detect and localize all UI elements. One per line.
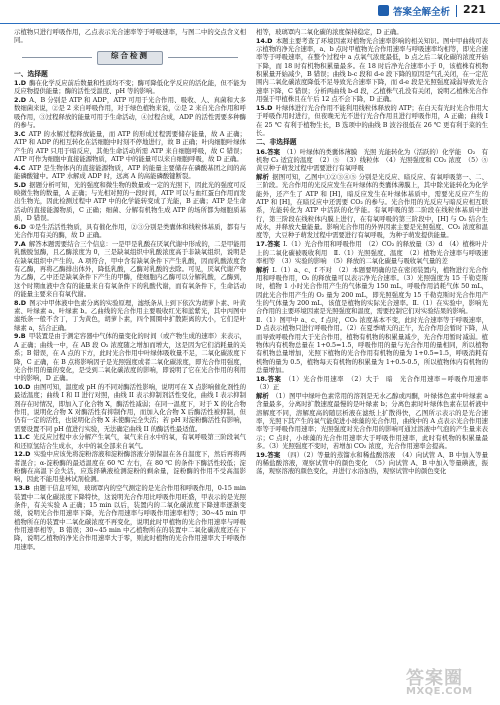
answer-text: （1）光合作用速率 （2）大于 暗 光合作用速率＝呼吸作用速率 （3）正 (256, 374, 495, 392)
left-intro: 示植物只进行呼吸作用，乙点表示光合速率等于呼吸速率，与图二中的交点含义相同。 (14, 28, 246, 45)
question-number: 17.答案 (256, 240, 280, 249)
section-heading-open: 二、非选择题 (256, 138, 297, 147)
answer-text: 相等，玻璃罩内二氧化碳的浓度保持稳定，D 正确。 (256, 28, 403, 36)
answer-text: 解答本题需要结合三个信息：一是甲是乳酸在厌氧代谢中形成的，二是甲能用乳酸脱氢酶，且乙酶浓度为 0，三是缺氧组织中乳酸浓度高于非缺氧组织，说明是在缺氧组织中产生的。A 项符合，甲中含有缺氧条件下产生乳酸，因而乳酸浓度含有乙酶，再将乙酶排出体外，降低乳酸，乙酶对乳酸的去除。可见，厌氧代谢产物为乙酶，乙中还是缺氧条件下产生的甲酶，使细胞内乙酶可以分解乳酸，乙酶到，这个时期血液中含有的能量来自有氧条件下的乳酸代谢，而有氧条件下，生命活动的能量主要来自有氧代谢。 (14, 239, 246, 298)
answer-paragraph (256, 316, 488, 374)
answer-text: ATP 的水解过程释放能量，而 ATP 的形成过程需要储存能量，故 A 正确；ATP 和 ADP 的相互转化在活细胞中时刻不停地进行，故 B 正确；叶肉细胞叶绿体产生的 ATP 只用于暗反应，其他生命活动所需 ATP 来自细胞呼吸，故 C 错误；ATP 可作为细胞中直接能源物质，ATP 中的能量可以来自细胞呼吸，故 D 正确。 (14, 129, 246, 163)
answer-paragraph (14, 223, 246, 240)
question-number: 3.C (14, 129, 26, 138)
answer-paragraph (14, 433, 246, 450)
answer-paragraph (256, 148, 488, 173)
answer-paragraph (14, 299, 246, 332)
banner-rule-left (22, 57, 92, 58)
answer-paragraph (14, 484, 246, 551)
left-answer-list (14, 79, 246, 551)
answer-paragraph (256, 173, 488, 240)
answer-paragraph (14, 240, 246, 298)
answer-paragraph (256, 240, 488, 265)
question-number: 2.D (14, 96, 27, 105)
answer-text: 光反应过程中水分解产生氧气，氧气来自水中的氧，有氧呼吸第三阶段氧气和还原氢结合生成水，水中的氧全部来自氧气。 (14, 433, 246, 450)
question-number: 8.D (14, 298, 27, 307)
page-header (0, 0, 500, 24)
book-logo-icon (378, 5, 389, 16)
answer-text: 酶在化学反应前后数量和性质均不变；酶可降低化学反应的活化能，但不能为反应物提供能量；酶的活性受温度、pH 等的影响。 (14, 79, 246, 96)
answer-text: ①是生活活性物质，具有催化作用，②③分别是类囊体和线粒体基质，都有与光合作用有关的酶，故 D 正确。 (14, 222, 246, 240)
answer-text: Ⅱ.（1）图甲中 a、c、f 点时，CO₂ 浓度基本不变，此时光合速率等于呼吸速率，D 点表示植物只进行呼吸作用。（2）在夏季晴天的正午，光合作用会暂时下降，从而导致呼吸作用大于光合作用，植物有机物的积累量减少，光合作用暂时减弱。植物体内有机物总量在 1+0.5=1.5，呼吸作用的量与光合作用的量相同，所以植物有机物总量增加，光照下植物的光合作用有机物的量为 1+0.5=1.5，呼吸消耗有机物的量为 0.5，植物每天有机物的积累量为 1+0.5-0.5，所以植物体内有机物的总量增加。 (256, 316, 488, 375)
answer-text: （1）叶绿体的类囊体薄膜 光照 光能转化为（活跃的）化学能 O₂ 有机物 C₃ 适宜的温度 （2）⑤ （3）线粒体 （4）光照强度和 CO₂ 浓度 （5）⑤ 黄豆种子萌发过程中需要进行有氧呼吸 (256, 147, 488, 173)
answer-text: 据题分析可知，光的强度和微生物的数量或一定的光照下，因此光的强度可反映微生物的数量，A 正确；与光相对照的一段时间，ATP 可以与血红蛋白作用而发出生物光，因此检测过程中 ATP 中的化学能转变成了光能，B 正确；ATP 是生命活动的直接能源物质，C 正确；细菌、分解有机物生成 ATP 的场所都为细胞质基质，D 错误。 (14, 180, 246, 223)
watermark-url: MXQE.COM (406, 686, 473, 697)
question-number: 18.答案 (256, 374, 282, 383)
answer-paragraph (14, 383, 246, 433)
answer-text: 由图可知，温度或 pH 的不同对酶活性影响，说明可在 X 点影响催化剂性的最适温度；曲线 I 和 II 进行对照，曲线 II 表示抑制剂活性变化，曲线 I 表示抑制剂存在时情况，即加入了化合物 X，酶活性减弱；在同一温度下，对于 X 的化合物作用，说明化合物 X 对酶活性有抑制作用，而加入化合物 X 后酶活性被抑制，但仍有一定的活性，也说明化合物 X 未使酶完全失活；若 pH 对淀粉酶活性有影响，需要设置不同 pH 值进行实验，无法确定曲线 II 的酶活性最适值。 (14, 382, 246, 433)
right-answer-list-a (256, 28, 488, 137)
banner-rule-right (168, 57, 238, 58)
answer-paragraph (256, 392, 488, 450)
question-number: 11.C (14, 433, 30, 442)
answer-text: 叶绿体进行光合作用不能利用线粒体释放的 ATP；在白天有光时光合作用大于呼吸作用时进行，但夜晚无光不进行光合作用且进行呼吸作用，A 正确；曲线 I 在 25 ℃ 有利于植物生长，B 选项中的曲线 B 波谷很低在 26 ℃ 更有利于菜的生长。 (256, 103, 488, 137)
answer-paragraph (14, 79, 246, 96)
question-number: 解析 (256, 391, 269, 400)
answer-paragraph (14, 164, 246, 181)
right-column (256, 28, 495, 676)
watermark-brand: 答案圈 (406, 668, 463, 689)
question-number: 14.D (256, 36, 273, 45)
answer-text: 实验中应该先将淀粉溶液和淀粉酶溶液分别保温在各自温度下，然后再将两者混合；α-淀粉酶的最适温度在 60 ℃ 左右，在 80 ℃ 的条件下酶活性较低；淀粉酶在高温下会失活，应选择碘液检测淀粉的剩余量，淀粉酶的作用不受高温影响，因此不能用斐林试剂检测。 (14, 450, 246, 484)
answer-text: 甲装置是由于测定容器中气体的量变化的时间（或产物生成的速率）来表示，A 正确；曲线一中，在 AB 段 O₂ 浓度随之增加而增大，这是因为它们消耗量的关系；B 错误，在 A 点的下方，此时光合作用中叶绿体吸收量不足，二氧化碳浓度下降，C 正确，在 B 点将影响因子是光照强度或者二氧化碳浓度，即光合作用强度，光合作用的量的变化，是受到二氧化碳浓度的影响，即说明了它在光合作用的利用中的影响，D 正确。 (14, 332, 246, 383)
answer-paragraph (14, 332, 246, 382)
question-number: 4.C (14, 163, 26, 172)
question-number: 13.B (14, 484, 30, 493)
question-number: 9.B (14, 332, 26, 341)
section-heading-choice: 一、选择题 (14, 69, 48, 78)
left-column (14, 28, 246, 676)
answer-paragraph (14, 96, 246, 129)
question-number: 7.A (14, 239, 26, 248)
question-number: 12.D (14, 450, 31, 459)
answer-paragraph (256, 451, 488, 476)
question-number: 10.D (14, 382, 31, 391)
answer-text: 图示中甲体液中色素分离的实验原理，滤纸条从上到下依次为胡萝卜素、叶黄素、叶绿素 a、叶绿素 b。乙曲线的光合作用主要吸收红光和蓝紫光，其中丙图中滤纸条一般不含丁，丁为黄色，胡萝卜素，四个圆圈中扩散距离的大小，它们是叶绿素 a，结合正确。 (14, 298, 246, 332)
answer-text: Ⅰ.（1）a、c、f 不对 （2）本题要明确的是在密闭装置内，植物进行光合作用和呼吸作用，O₂ 的释放量可以表示净光合速率。（3）光照强度为 15 千勒克斯时，植物 1 小时光合作用产生的气体量为 150 mL，呼吸作用消耗气体 50 mL，因此光合作用产生的 O₂ 量为 200 mL，即光照强度为 15 千勒克斯时光合作用产生的气体量为 200 mL，该值是植物的实际光合速率。Ⅱ.（1）在实验中，影响光合作用的主要环境因素是光照强度和温度，需要控制它们对实验结果的影响。 (256, 265, 489, 316)
question-number: 5.D (14, 180, 27, 189)
answer-paragraph (14, 181, 246, 223)
section-banner (14, 49, 246, 67)
answer-text: 据图可知，乙图中①②③④⑤ 分别是光反应、暗反应、有氧呼吸第一、二、三阶段。光合作用的光反应发生在叶绿体的类囊体薄膜上，其中除光能转化为化学能外，还产生了 ATP 和 [H]，暗反应发生在叶绿体基质中，需要光反应产生的 ATP 和 [H]，在暗反应中还需要 CO₂ 的参与。光合作用的光反应与暗反应相互联系，光能转化为 ATP 中活跃的化学能。有氧呼吸的第二阶段在线粒体基质中进行，第三阶段在线粒体内膜上进行，在有氧呼吸的第三阶段中，[H] 与 O₂ 结合生成水，并释放大量能量。影响光合作用的外界因素主要是光照强度、CO₂ 浓度和温度等，大豆种子萌发过程中需要进行有氧呼吸，为种子萌发提供能量。 (256, 173, 488, 240)
answer-text: （1）图甲中绿叶色素常用的溶剂是无水乙醇或丙酮，叶绿体色素中叶绿素 a 含量最多，分离时扩散速度最慢的是叶绿素 b；分离色素时叶绿体色素在层析液中溶解度不同，溶解度高的随层析液在滤纸上扩散得快，乙图所示表示的是光合速率，光照下其产生的氧气能促进小球藻的光合作用，曲线中的 A 点表示光合作用速率等于呼吸作用速率；光照强度对光合作用的影响可通过溶液中气泡的产生量来表示；C 点时，小球藻的光合作用速率大于呼吸作用速率，此时有机物的积累量最多。（3）光照强度不变时，若增加 CO₂ 浓度，光合作用速率会提高。 (256, 391, 488, 450)
answer-paragraph (256, 266, 488, 316)
answer-text: 由题干信息可知，玻璃罩内的空气测定的是光合作用和呼吸作用，0-15 min 装置中二氧化碳浓度下降特快，这说明光合作用比呼吸作用旺盛，甲表示的是光照条件，有关实验 A 正确；15 min 以后，装置内的二氧化碳浓度下降速率逐渐变缓，说明光合作用速率下降，光合作用速率与呼吸作用速率相等；30~45 min 甲植物所在的装置中二氧化碳浓度不再变化，说明此时甲植物的光合作用速率与呼吸作用速率相等，B 错误；30~45 min 中乙植物所在的装置中二氧化碳浓度还在下降，说明乙植物的净光合作用速率大于零，则此时植物的光合作用速率大于呼吸作用速率。 (14, 484, 246, 551)
page-number: 221 (463, 3, 486, 16)
answer-paragraph (256, 28, 488, 36)
banner-title: 综合检测 (111, 51, 149, 61)
question-number: 解析 (256, 265, 269, 274)
question-number: 解析 (256, 173, 269, 182)
answer-text: 本题主要考查了环境因素对植物光合速率影响的相关知识。图中甲曲线可表示植物的净光合速率，a、b 点时甲植物光合作用速率与呼吸速率均相等，即光合速率等于呼吸速率，在整个过程中 a 点氧气浓度最低，b 点之后二氧化碳的浓度开始下降，而 18 时有机物积累量最多。在 18 时后净光合速率小于 0，该植株有机物积累量开始减少，B 错误；曲线 b-c 段和 d-e 段下降的原因是气孔关闭，在一定范围内二氧化碳浓度降低不足导致光合速率下降，而 d-e 段是光照强度减弱导致光合速率下降，C 错误；分析两曲线 b-d 段，乙植株气孔没有关闭，说明乙植株光合作用强于甲植株且在午后 12 点不会下降，D 正确。 (256, 36, 488, 104)
right-answer-list-b (256, 147, 495, 476)
answer-paragraph (256, 37, 488, 104)
answer-paragraph (14, 450, 246, 483)
answer-text: ATP 是生物体内的直接能源物质，ATP 的能量主要储存在磷酸基团之间的高能磷酸键中。ATP 水解成 ADP 时，远离 A 的高能磷酸键断裂。 (14, 163, 246, 180)
question-number: 19.答案 (256, 450, 281, 459)
question-number: 15.D (256, 103, 273, 112)
question-number: 1.D (14, 79, 27, 88)
answer-text: Ⅰ.（1）光合作用和呼吸作用 （2）CO₂ 的释放量（3）d （4）植株叶片上的二氧化碳被吸收利用 Ⅱ.（1）光照强度、温度 （2）植物光合速率与呼吸速率相等 （3）实验的影响 （5）释放的二氧化碳量与吸收氧气量的差 (256, 240, 488, 265)
answer-paragraph (256, 104, 488, 137)
header-label: 答案全解全析 (393, 7, 451, 18)
answer-paragraph (256, 374, 495, 392)
question-number: 6.D (14, 222, 27, 231)
answer-paragraph (14, 130, 246, 163)
watermark-logo (404, 664, 494, 702)
answer-text: A、B 分别是 ATP 和 ADP，ATP 可用于光合作用、吸收、人、真菌和大多数细菌来说，②是 2 来自呼吸作用，对于绿色植物来说，②是 2 来自光合作用和呼吸作用，③过程释放的能量可用于生命活动，④过程合成，ADP 的活性需要多种酶的参与。 (14, 96, 246, 130)
question-number: 16.答案 (256, 147, 280, 156)
header-separator (456, 5, 457, 17)
answer-text: （四）（2）等量的蒸馏水和稀盐酸溶液 （4）向试管 A、B 中加入等量的稀盐酸溶液，观察试管中的颜色变化 （5）向试管 A、B 中加入等量碘液，振荡，观察溶液的颜色变化，并进行水浴加热，观察试管中的颜色变化 (256, 450, 489, 476)
